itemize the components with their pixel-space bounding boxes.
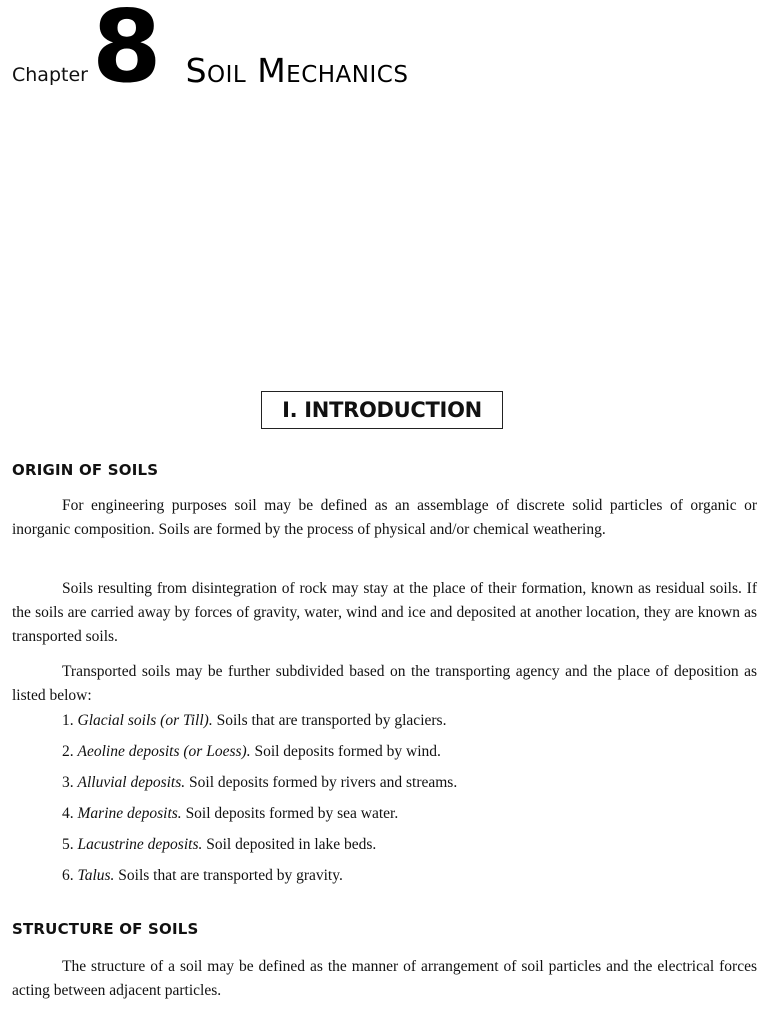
chapter-header: [12, 0, 409, 105]
origin-paragraph-2: Soils resulting from disintegration of rock may stay at the place of their formation, known as residual soils. If the soils are carried away by forces of gravity, water, wind and ice and deposited at another location, they are known as transported soils.: [12, 580, 757, 645]
list-item: 3. Alluvial deposits. Soil deposits formed by rivers and streams.: [62, 774, 458, 791]
section-title-box: I. INTRODUCTION: [261, 391, 503, 429]
chapter-label: Chapter: [12, 64, 88, 86]
list-item: 2. Aeoline deposits (or Loess). Soil deposits formed by wind.: [62, 743, 441, 760]
origin-paragraph-3: Transported soils may be further subdivided based on the transporting agency and the place of deposition as listed below:: [12, 663, 757, 704]
structure-paragraph-1: The structure of a soil may be defined as the manner of arrangement of soil particles and the electrical forces acting between adjacent particles.: [12, 958, 757, 999]
list-item: 1. Glacial soils (or Till). Soils that are transported by glaciers.: [62, 712, 447, 729]
origin-heading: ORIGIN OF SOILS: [12, 461, 159, 479]
structure-heading: STRUCTURE OF SOILS: [12, 920, 199, 938]
list-item: 6. Talus. Soils that are transported by gravity.: [62, 867, 343, 884]
chapter-number: 8: [91, 0, 160, 105]
list-item: 4. Marine deposits. Soil deposits formed by sea water.: [62, 805, 399, 822]
list-item: 5. Lacustrine deposits. Soil deposited in lake beds.: [62, 836, 377, 853]
soil-types-list: [62, 709, 457, 895]
chapter-title: Soil Mechanics: [185, 51, 409, 90]
origin-paragraph-1: For engineering purposes soil may be defined as an assemblage of discrete solid particles of organic or inorganic composition. Soils are formed by the process of physical and/or chemical weathering.: [12, 497, 757, 538]
